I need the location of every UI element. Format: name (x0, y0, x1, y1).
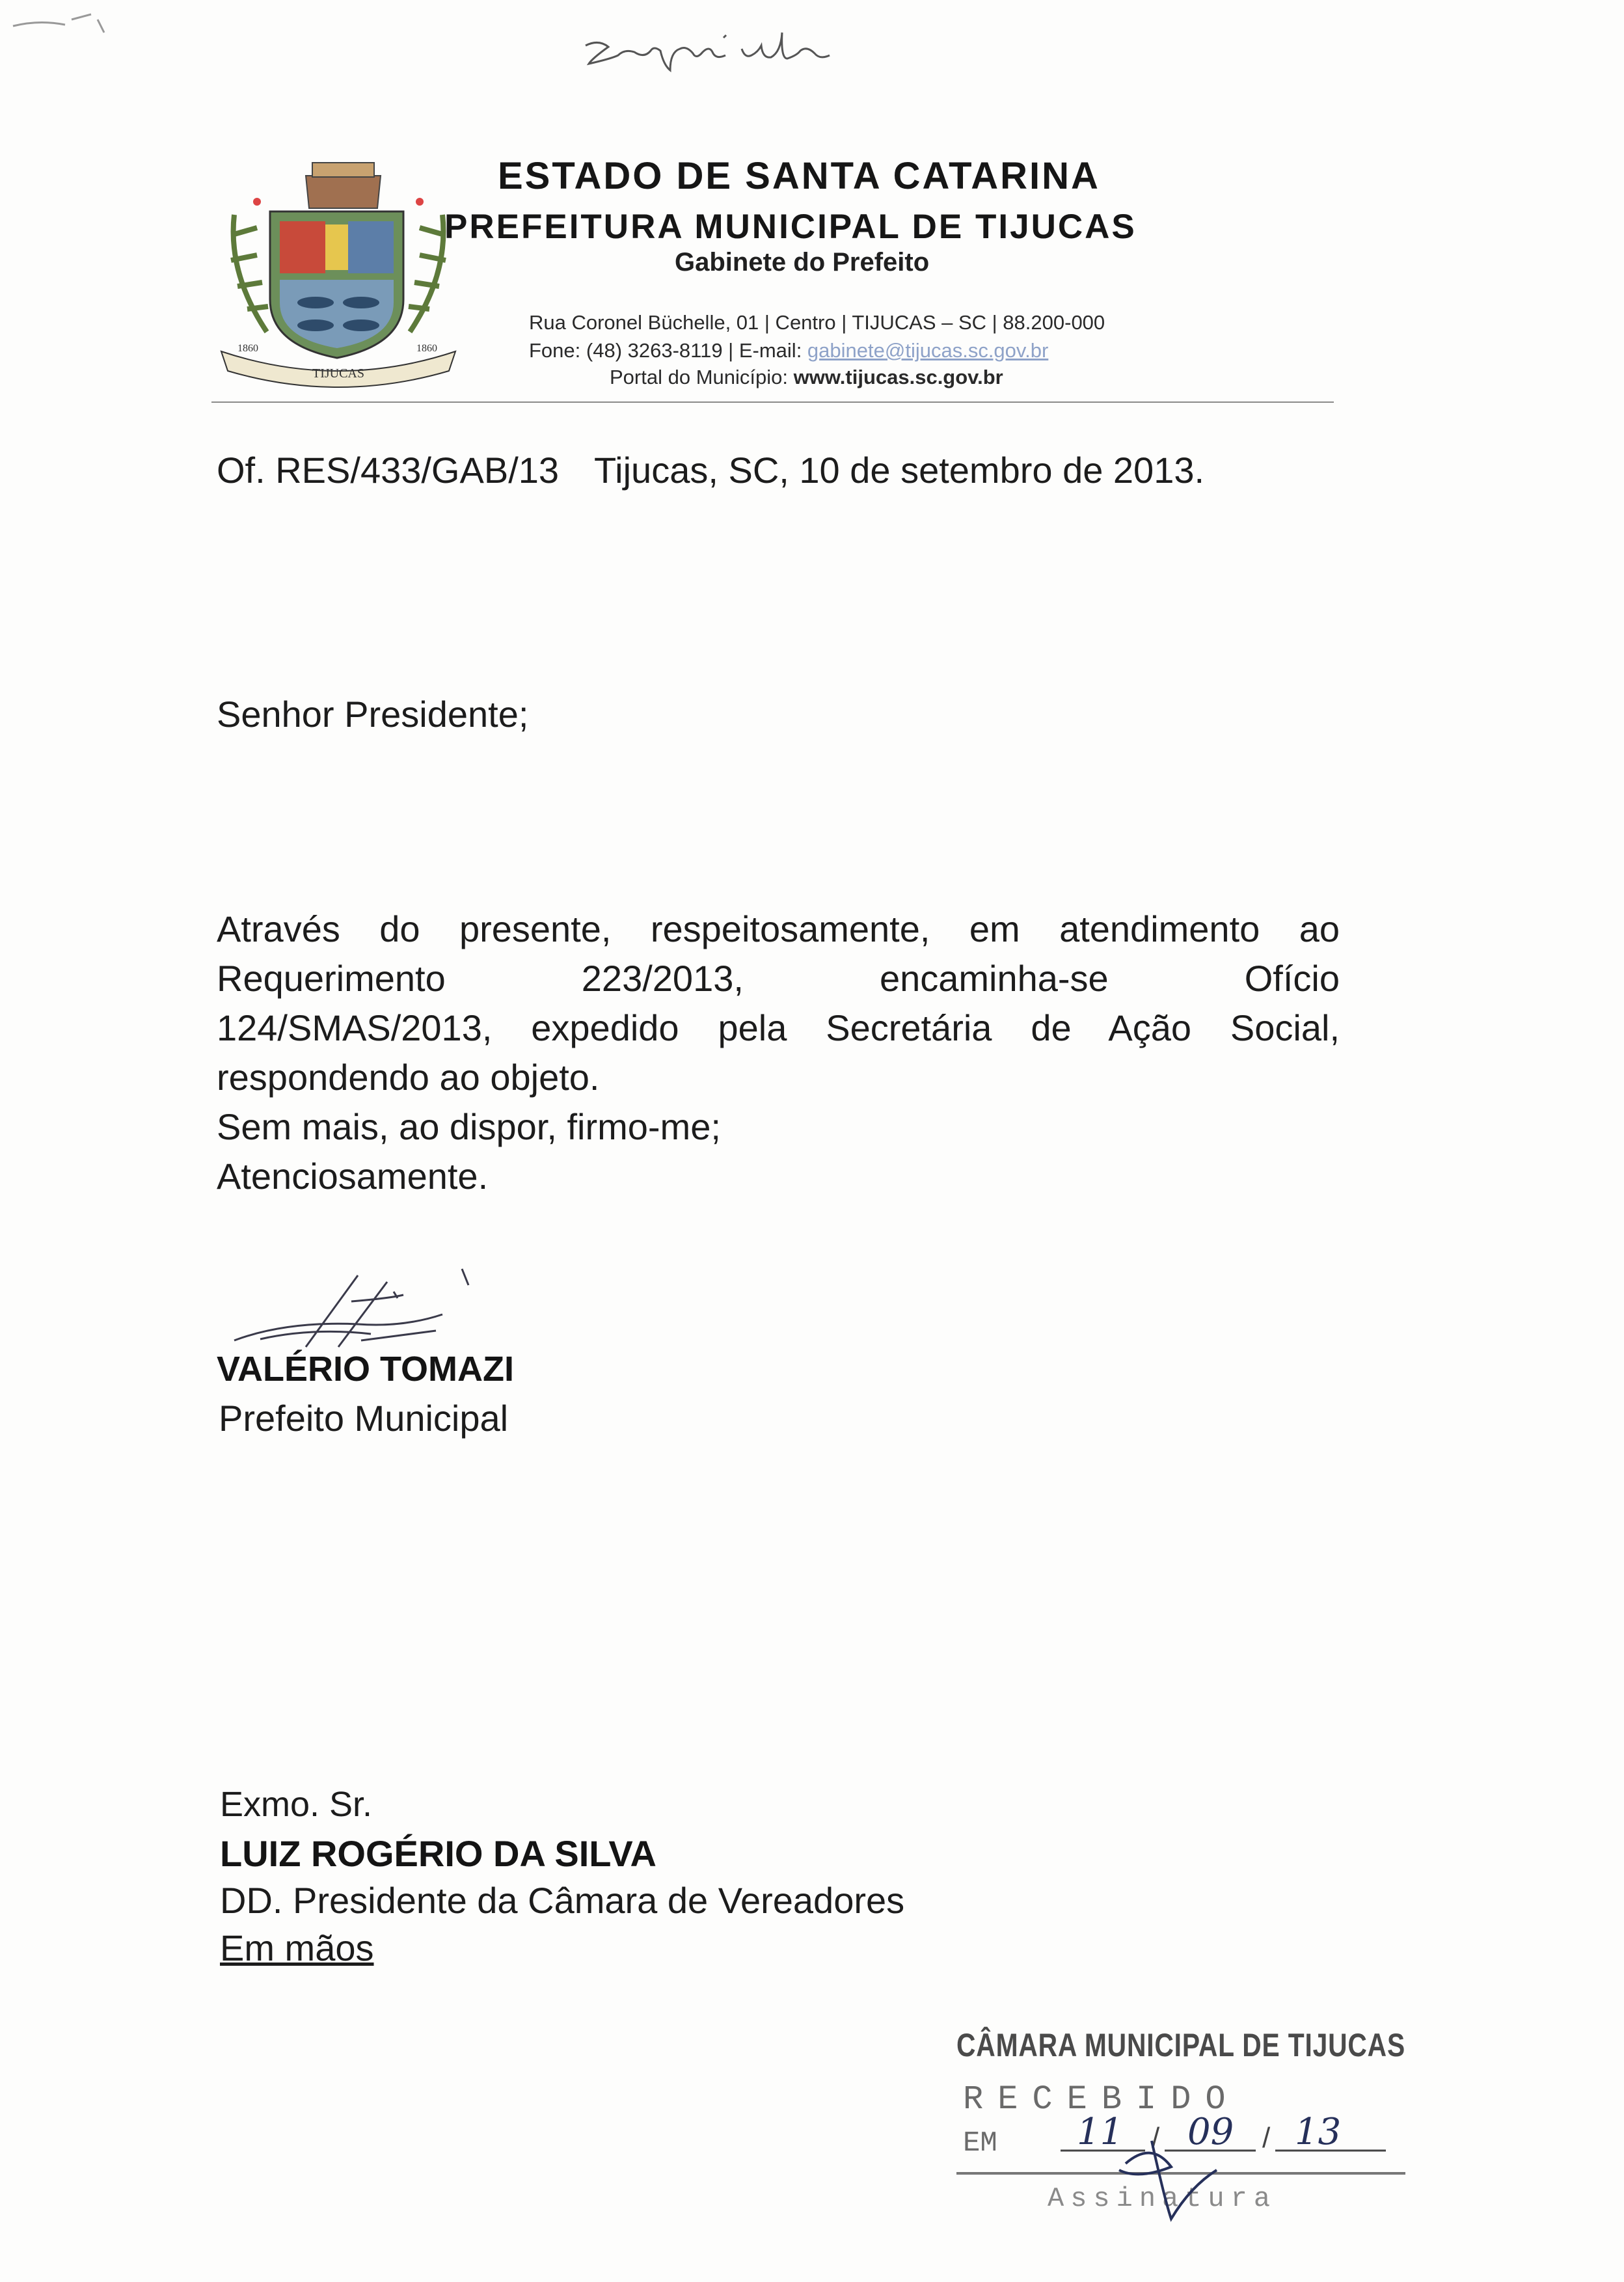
state-name: ESTADO DE SANTA CATARINA (498, 155, 1100, 197)
receipt-stamp (956, 2011, 1412, 2225)
body-line-2 (217, 954, 1340, 1003)
email-link[interactable]: gabinete@tijucas.sc.gov.br (807, 339, 1049, 362)
stamp-signature-label: Assinatura (1048, 2183, 1277, 2214)
stamp-year: 13 (1295, 2111, 1342, 2153)
addressee-role: DD. Presidente da Câmara de Vereadores (220, 1880, 905, 1921)
prefecture-name: PREFEITURA MUNICIPAL DE TIJUCAS (444, 208, 1137, 246)
addressee-name: LUIZ ROGÉRIO DA SILVA (220, 1833, 656, 1874)
document-number: Of. RES/433/GAB/13 (217, 450, 560, 491)
stamp-day: 11 (1077, 2111, 1124, 2153)
handwritten-signature (208, 1262, 488, 1360)
office-name: Gabinete do Prefeito (675, 248, 930, 277)
svg-text:/: / (1262, 2122, 1271, 2154)
portal-line (610, 366, 1003, 389)
crest-motto: TIJUCAS (312, 366, 365, 381)
stamp-date-prefix: EM (963, 2127, 997, 2160)
letter-body (217, 904, 1340, 1201)
body-line-1: Através do presente, respeitosamente, em atendimento ao (217, 908, 1340, 949)
requirement-number: 223/2013, (581, 958, 744, 999)
delivery-note: Em mãos (220, 1927, 374, 1968)
body-line-2-verb: encaminha-se (879, 958, 1109, 999)
portal-label: Portal do Município: (610, 366, 794, 388)
signatory-name: VALÉRIO TOMAZI (217, 1350, 514, 1389)
stamp-institution: CÂMARA MUNICIPAL DE TIJUCAS (956, 2027, 1405, 2063)
body-line-3: 124/SMAS/2013, expedido pela Secretária de Ação Social, (217, 1007, 1340, 1048)
reference-line (217, 449, 1204, 491)
stamp-received: RECEBIDO (963, 2080, 1240, 2119)
place-date: Tijucas, SC, 10 de setembro de 2013. (594, 450, 1205, 491)
body-line-2-word: Ofício (1244, 958, 1340, 999)
stamp-month: 09 (1187, 2111, 1234, 2153)
crest-year-right: 1860 (416, 343, 437, 354)
handwritten-note (573, 20, 878, 78)
crest-year-left: 1860 (237, 343, 258, 354)
svg-text:/: / (1152, 2122, 1160, 2154)
portal-url[interactable]: www.tijucas.sc.gov.br (793, 366, 1003, 388)
corner-mark (0, 0, 130, 46)
salutation: Senhor Presidente; (217, 694, 529, 735)
addressee-honorific: Exmo. Sr. (220, 1785, 373, 1824)
contact-line (529, 339, 1048, 362)
address-line: Rua Coronel Büchelle, 01 | Centro | TIJUCAS – SC | 88.200-000 (529, 311, 1105, 334)
letterhead-divider (211, 401, 1334, 403)
body-line-4: respondendo ao objeto. (217, 1057, 600, 1098)
signatory-title: Prefeito Municipal (219, 1398, 509, 1439)
body-line-2-word: Requerimento (217, 958, 446, 999)
body-line-6: Atenciosamente. (217, 1156, 489, 1197)
municipal-coat-of-arms (208, 163, 468, 394)
body-line-5: Sem mais, ao dispor, firmo-me; (217, 1106, 721, 1147)
phone-label: Fone: (48) 3263-8119 | E-mail: (529, 339, 807, 362)
